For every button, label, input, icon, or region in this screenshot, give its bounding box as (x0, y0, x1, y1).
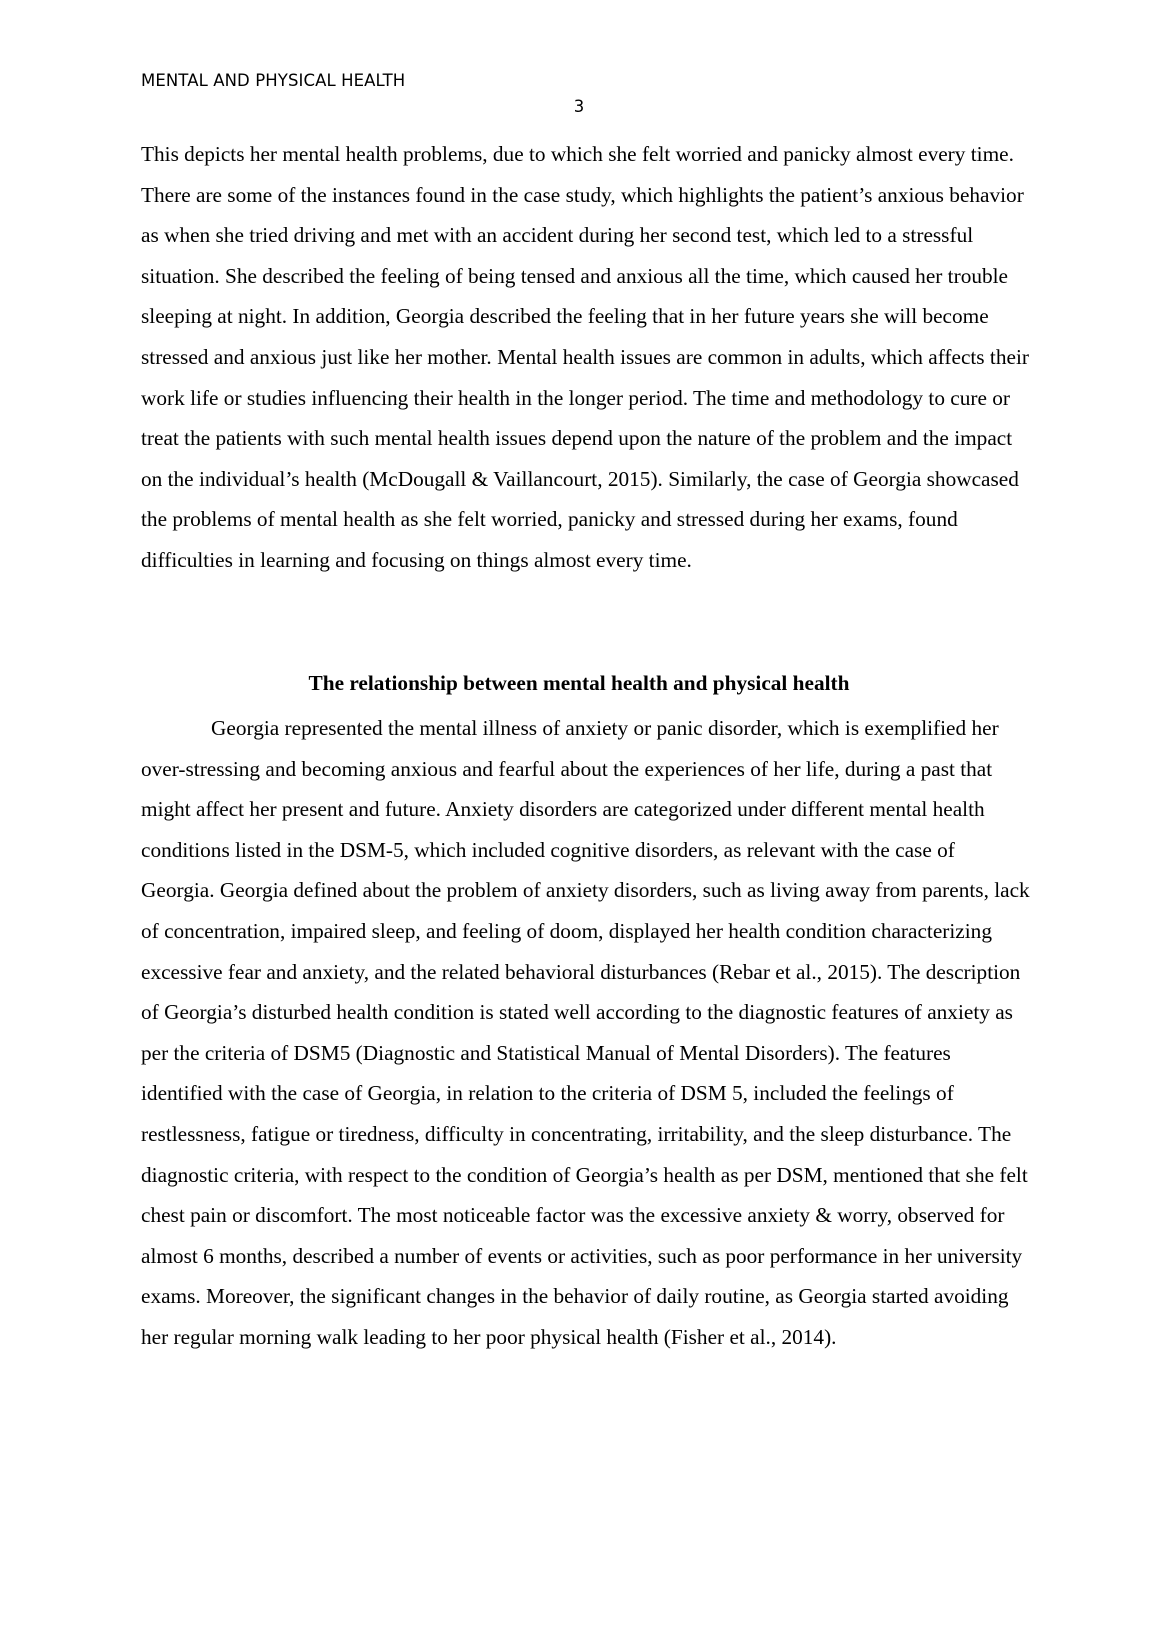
body-paragraph-1: This depicts her mental health problems, due to which she felt worried and panicky almost every time. There are some of the instances found in the case study, which highlights the patient’s anxious behavior as when she tried driving and met with an accident during her second test, which led to a stressful situation. She described the feeling of being tensed and anxious all the time, which caused her trouble sleeping at night. In addition, Georgia described the feeling that in her future years she will become stressed and anxious just like her mother. Mental health issues are common in adults, which affects their work life or studies influencing their health in the longer period. The time and methodology to cure or treat the patients with such mental health issues depend upon the nature of the problem and the impact on the individual’s health (McDougall & Vaillancourt, 2015). Similarly, the case of Georgia showcased the problems of mental health as she felt worried, panicky and stressed during her exams, found difficulties in learning and focusing on things almost every time. (141, 142, 1029, 572)
body-paragraph-2: Georgia represented the mental illness of anxiety or panic disorder, which is exemplified her over-stressing and becoming anxious and fearful about the experiences of her life, during a past that might affect her present and future. Anxiety disorders are categorized under different mental health conditions listed in the DSM-5, which included cognitive disorders, as relevant with the case of Georgia. Georgia defined about the problem of anxiety disorders, such as living away from parents, lack of concentration, impaired sleep, and feeling of doom, displayed her health condition characterizing excessive fear and anxiety, and the related behavioral disturbances (Rebar et al., 2015). The description of Georgia’s disturbed health condition is stated well according to the diagnostic features of anxiety as per the criteria of DSM5 (Diagnostic and Statistical Manual of Mental Disorders). The features identified with the case of Georgia, in relation to the criteria of DSM 5, included the feelings of restlessness, fatigue or tiredness, difficulty in concentrating, irritability, and the sleep disturbance. The diagnostic criteria, with respect to the condition of Georgia’s health as per DSM, mentioned that she felt chest pain or discomfort. The most noticeable factor was the excessive anxiety & worry, observed for almost 6 months, described a number of events or activities, such as poor performance in her university exams. Moreover, the significant changes in the behavior of daily routine, as Georgia started avoiding her regular morning walk leading to her poor physical health (Fisher et al., 2014). (141, 716, 1030, 1349)
running-head: MENTAL AND PHYSICAL HEALTH (141, 71, 406, 90)
section-heading: The relationship between mental health and physical health (308, 671, 850, 695)
page-number: 3 (573, 97, 585, 116)
